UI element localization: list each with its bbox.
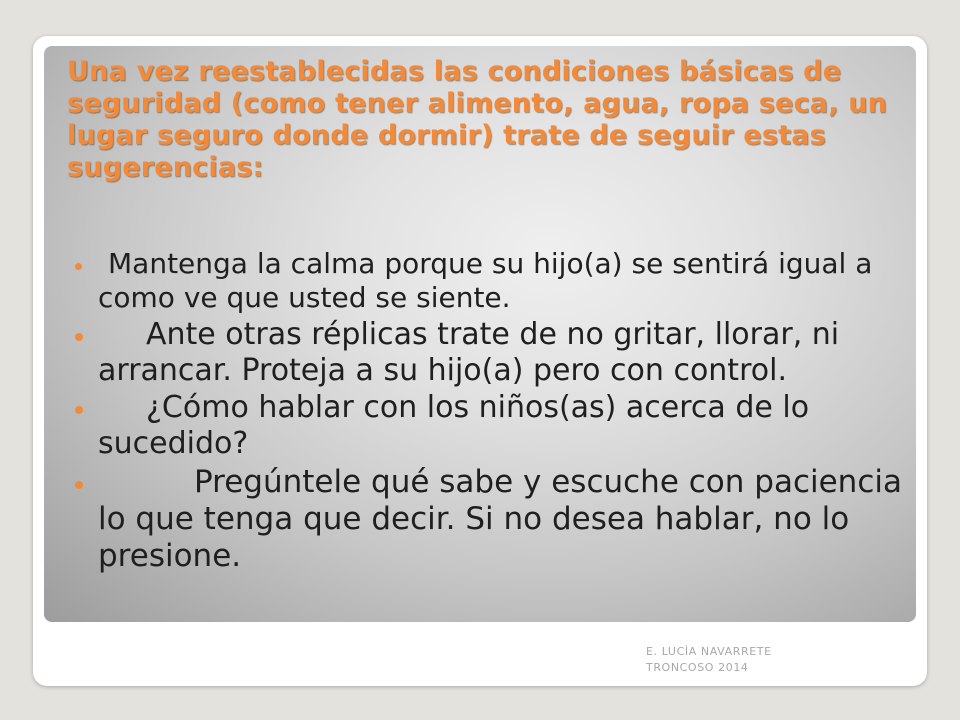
bullet-item xyxy=(72,317,912,389)
bullet-text: Mantenga la calma porque su hijo(a) se sentirá igual a como ve que usted se siente. xyxy=(98,247,873,314)
bullet-text: ¿Cómo hablar con los niños(as) acerca de lo sucedido? xyxy=(98,390,810,461)
bullet-dot-icon xyxy=(75,406,83,414)
bullet-dot-icon xyxy=(75,263,82,270)
bullet-text: Pregúntele qué sabe y escuche con paciencia lo que tenga que decir. Si no desea hablar, no lo presione. xyxy=(98,464,902,574)
bullet-text: Ante otras réplicas trate de no gritar, llorar, ni arrancar. Proteja a su hijo(a) pero con control. xyxy=(98,317,840,388)
footer-credit: E. LUCÌA NAVARRETE TRONCOSO 2014 xyxy=(646,645,772,674)
bullet-item xyxy=(72,390,912,462)
bullet-item xyxy=(72,464,912,575)
bullet-dot-icon xyxy=(75,333,83,341)
bullet-dot-icon xyxy=(75,481,83,489)
slide-title: Una vez reestablecidas las condiciones básicas de seguridad (como tener alimento, agua, ropa seca, un lugar seguro donde dormir) trate de seguir estas sugerencias: xyxy=(67,56,888,183)
bullet-item xyxy=(72,247,912,315)
bullet-list xyxy=(72,247,912,575)
